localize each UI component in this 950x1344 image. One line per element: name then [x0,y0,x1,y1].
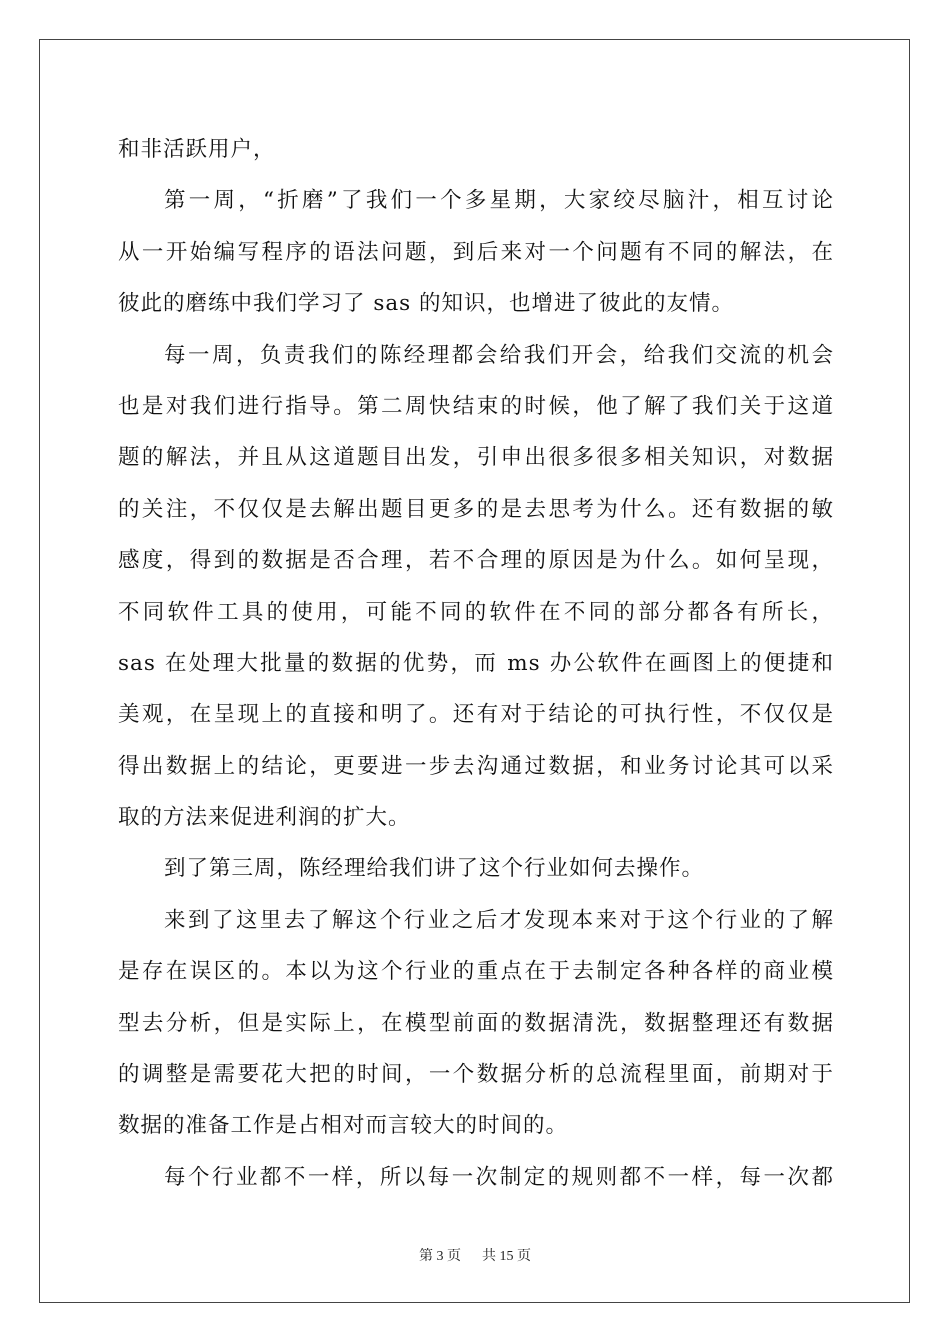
text-line: 题的解法，并且从这道题目出发，引申出很多很多相关知识，对数据 [118,445,834,471]
text-line: 是存在误区的。本以为这个行业的重点在于去制定各种各样的商业模 [118,959,834,985]
text-line: 来到了这里去了解这个行业之后才发现本来对于这个行业的了解 [164,907,834,933]
text-line: 数据的准备工作是占相对而言较大的时间的。 [118,1113,569,1139]
page-footer [0,1245,950,1265]
page-number: 第 3 页 [419,1249,461,1264]
text-line: 到了第三周，陈经理给我们讲了这个行业如何去操作。 [164,856,705,882]
text-line: 和非活跃用户， [118,137,276,162]
text-line: 不同软件工具的使用，可能不同的软件在不同的部分都各有所长， [118,599,834,625]
text-line: 从一开始编写程序的语法问题，到后来对一个问题有不同的解法，在 [118,239,834,265]
document-body [118,124,834,1203]
text-line: 得出数据上的结论，更要进一步去沟通过数据，和业务讨论其可以采 [118,753,834,779]
page-total: 共 15 页 [482,1249,531,1264]
text-line: 第一周，“折磨”了我们一个多星期，大家绞尽脑汁，相互讨论 [164,188,834,214]
text-line: 每个行业都不一样，所以每一次制定的规则都不一样，每一次都 [164,1164,834,1190]
text-line: sas 在处理大批量的数据的优势，而 ms 办公软件在画图上的便捷和 [118,650,834,676]
text-line: 彼此的磨练中我们学习了 sas 的知识，也增进了彼此的友情。 [118,291,735,317]
text-line: 型去分析，但是实际上，在模型前面的数据清洗，数据整理还有数据 [118,1010,834,1036]
text-line: 取的方法来促进利润的扩大。 [118,805,411,831]
text-line: 也是对我们进行指导。第二周快结束的时候，他了解了我们关于这道 [118,393,834,419]
text-line: 感度，得到的数据是否合理，若不合理的原因是为什么。如何呈现， [118,548,834,574]
text-line: 每一周，负责我们的陈经理都会给我们开会，给我们交流的机会 [164,342,834,368]
text-line: 美观，在呈现上的直接和明了。还有对于结论的可执行性，不仅仅是 [118,702,834,728]
text-line: 的调整是需要花大把的时间，一个数据分析的总流程里面，前期对于 [118,1062,834,1088]
text-line: 的关注，不仅仅是去解出题目更多的是去思考为什么。还有数据的敏 [118,496,834,522]
